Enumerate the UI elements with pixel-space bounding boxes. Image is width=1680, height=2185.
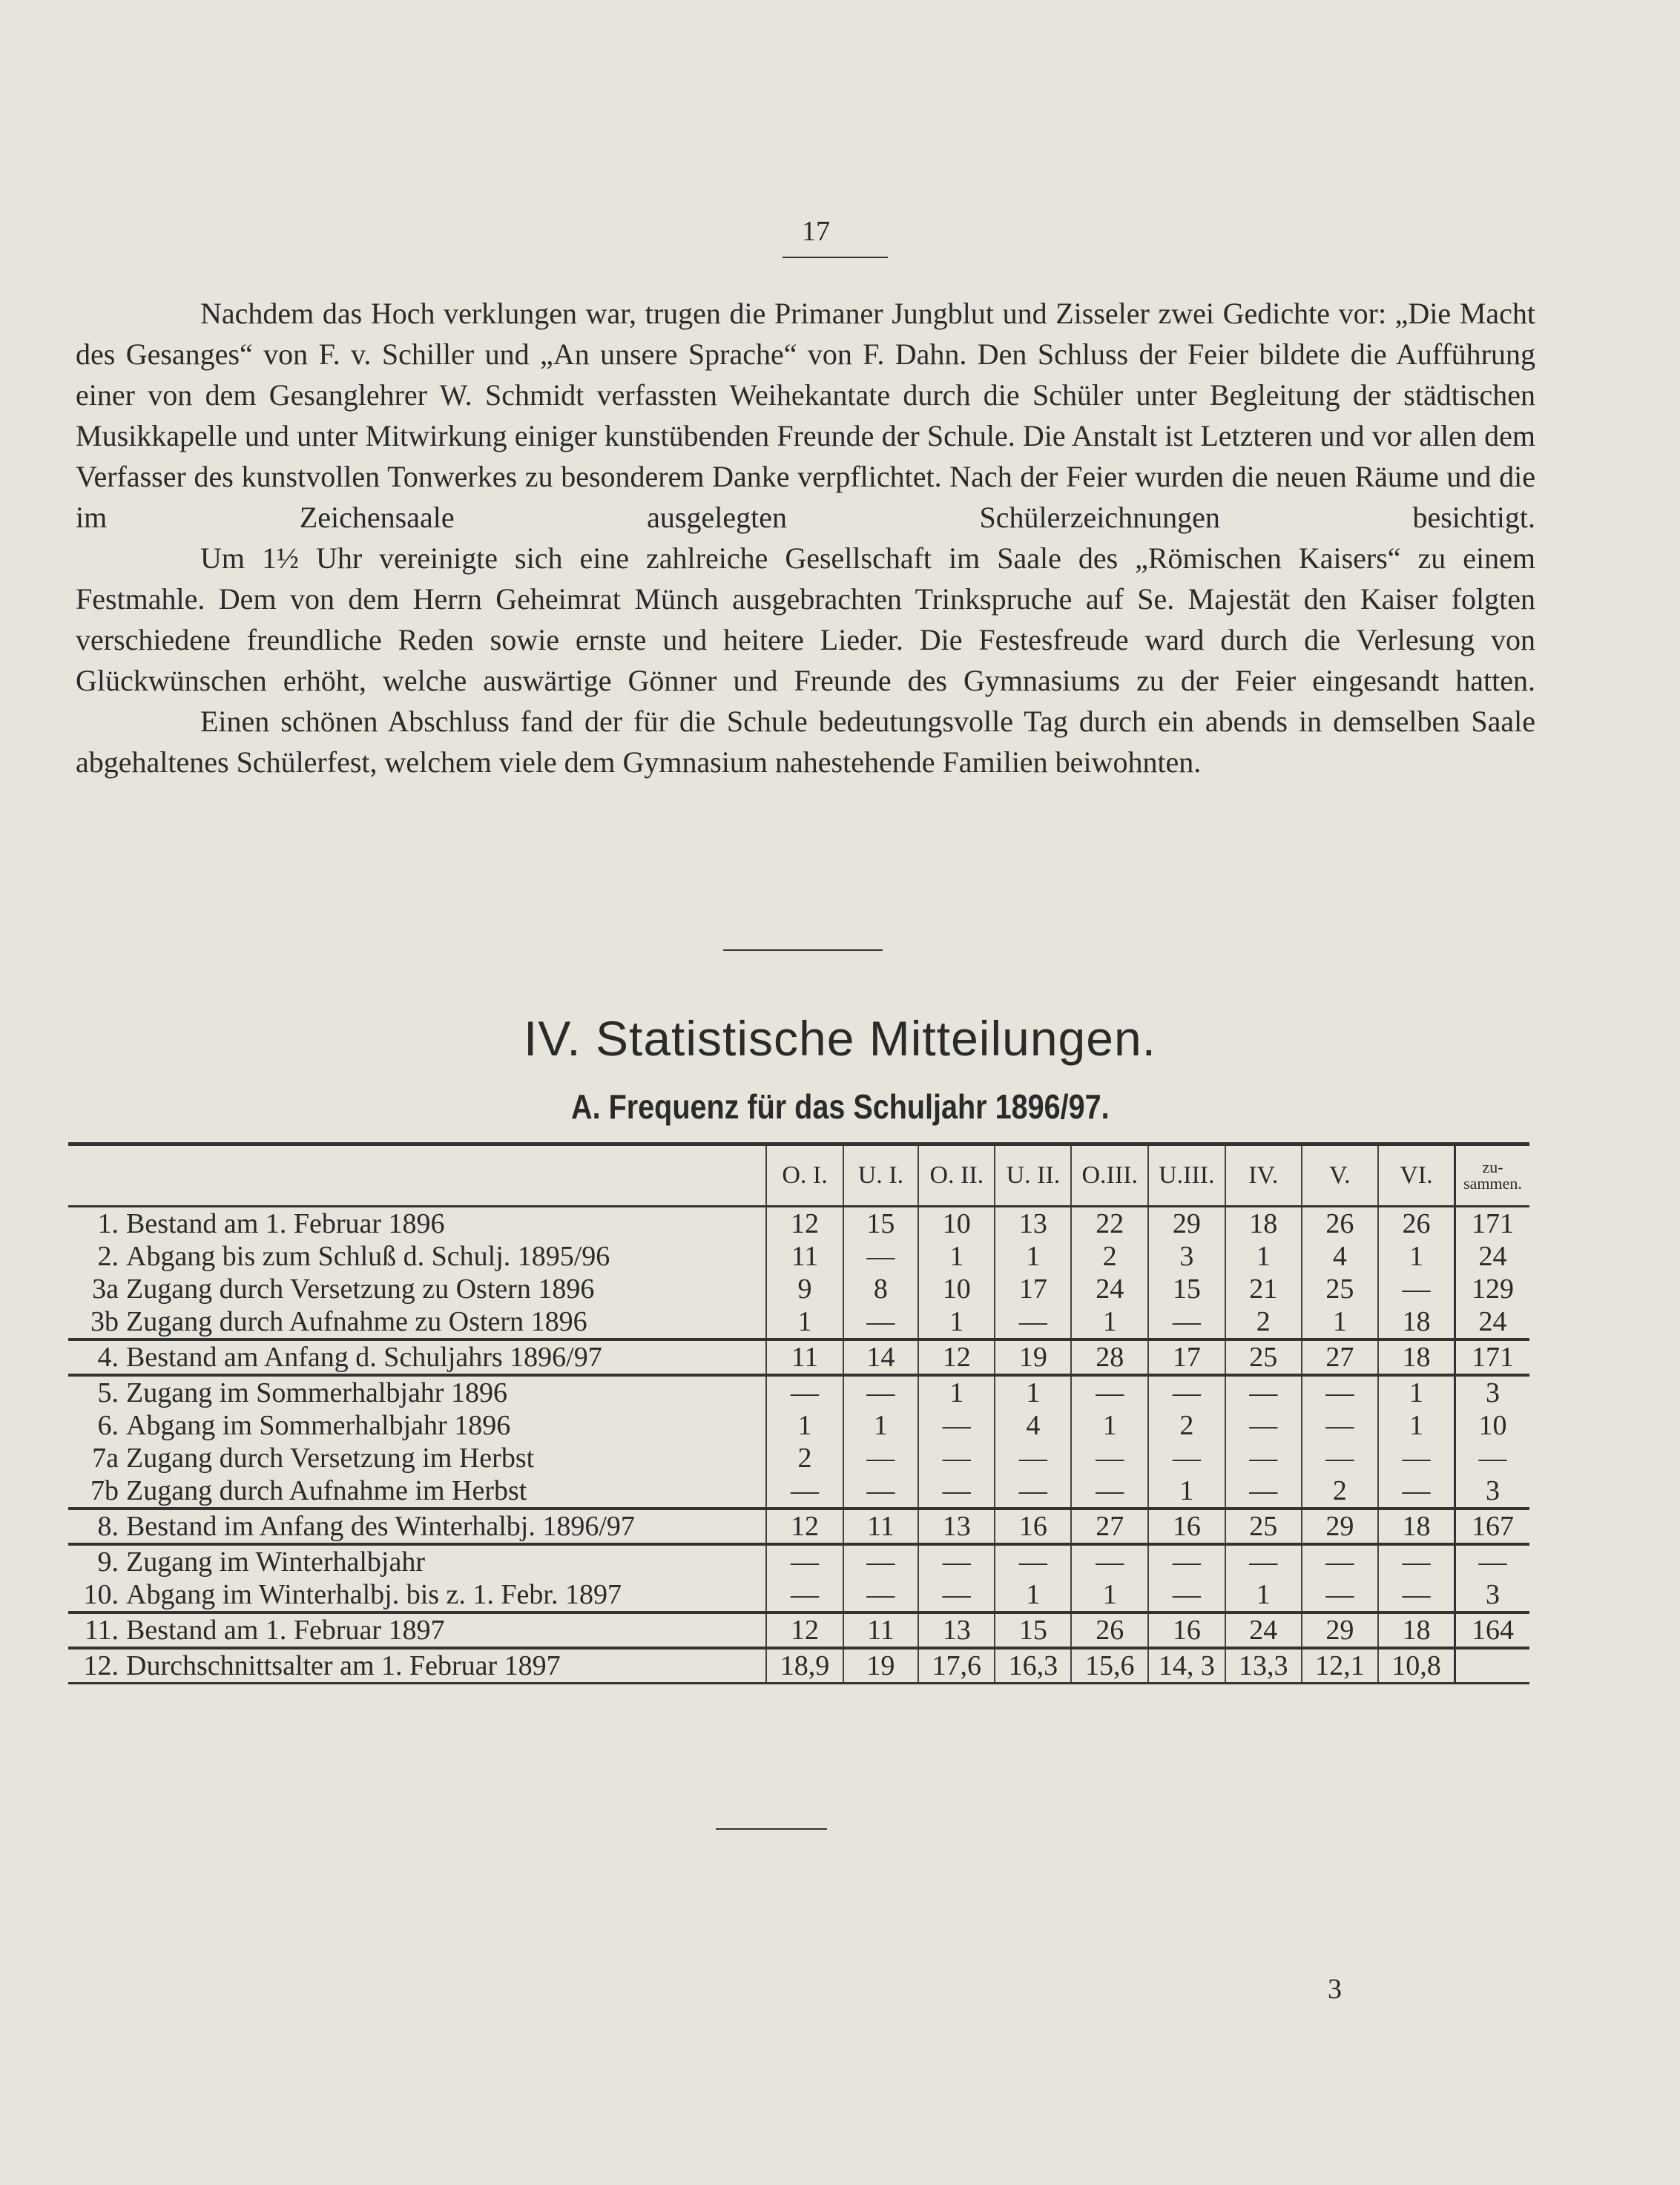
table-cell: 11 — [843, 1509, 919, 1544]
table-cell: 26 — [1302, 1207, 1378, 1241]
table-cell: 26 — [1378, 1207, 1455, 1241]
row-number: 7a — [92, 1443, 119, 1474]
table-row — [68, 1409, 1529, 1442]
row-label: Zugang im Winterhalbjahr — [126, 1546, 425, 1578]
table-cell-total: 171 — [1455, 1339, 1529, 1375]
table-row — [68, 1273, 1529, 1305]
table-cell: 3 — [1148, 1240, 1225, 1273]
table-cell: 1 — [1071, 1305, 1148, 1339]
table-cell: 24 — [1071, 1273, 1148, 1305]
row-number: 6. — [97, 1410, 119, 1441]
table-cell: — — [1302, 1578, 1378, 1612]
row-label-cell — [68, 1442, 766, 1474]
row-label-cell — [68, 1612, 766, 1648]
footer-number: 3 — [1328, 1974, 1342, 2005]
table-cell: 14, 3 — [1148, 1648, 1225, 1684]
table-cell: 4 — [1302, 1240, 1378, 1273]
table-cell: 27 — [1302, 1339, 1378, 1375]
row-label: Abgang im Winterhalbj. bis z. 1. Febr. 1897 — [126, 1579, 622, 1610]
row-number: 2. — [97, 1241, 119, 1272]
table-cell: — — [843, 1375, 919, 1409]
row-number: 12. — [83, 1650, 119, 1681]
table-cell: 2 — [1225, 1305, 1302, 1339]
table-cell-total: 24 — [1455, 1305, 1529, 1339]
table-cell: 18 — [1378, 1612, 1455, 1648]
table-cell: — — [1148, 1578, 1225, 1612]
table-cell: 13 — [995, 1207, 1071, 1241]
table-cell: 16 — [1148, 1509, 1225, 1544]
row-label-cell — [68, 1273, 766, 1305]
table-cell: 1 — [1071, 1409, 1148, 1442]
table-cell: — — [1225, 1474, 1302, 1509]
table-cell: 4 — [995, 1409, 1071, 1442]
table-cell: 29 — [1302, 1509, 1378, 1544]
row-label-cell — [68, 1240, 766, 1273]
table-cell: 1 — [918, 1375, 995, 1409]
table-cell: — — [766, 1578, 843, 1612]
table-cell: 11 — [766, 1339, 843, 1375]
row-label: Bestand am 1. Februar 1896 — [126, 1208, 445, 1239]
table-cell: 25 — [1225, 1509, 1302, 1544]
table-cell: — — [1071, 1375, 1148, 1409]
column-header: V. — [1302, 1144, 1378, 1207]
table-cell: 12 — [766, 1207, 843, 1241]
table-cell-total: 167 — [1455, 1509, 1529, 1544]
table-cell-total: 129 — [1455, 1273, 1529, 1305]
table-cell: — — [918, 1578, 995, 1612]
table-cell: 1 — [1225, 1578, 1302, 1612]
table-cell: 11 — [766, 1240, 843, 1273]
table-row — [68, 1612, 1529, 1648]
table-cell: — — [1302, 1409, 1378, 1442]
table-cell: 1 — [995, 1375, 1071, 1409]
table-cell: — — [843, 1442, 919, 1474]
table-cell: — — [1071, 1544, 1148, 1578]
table-row — [68, 1648, 1529, 1684]
row-label: Zugang im Sommerhalbjahr 1896 — [126, 1377, 507, 1408]
table-cell: 26 — [1071, 1612, 1148, 1648]
row-label-cell — [68, 1648, 766, 1684]
table-cell: 1 — [1148, 1474, 1225, 1509]
table-cell: 29 — [1302, 1612, 1378, 1648]
table-cell: — — [1148, 1305, 1225, 1339]
table-cell: 10,8 — [1378, 1648, 1455, 1684]
row-label: Bestand am Anfang d. Schuljahrs 1896/97 — [126, 1342, 602, 1373]
column-header: U. I. — [843, 1144, 919, 1207]
table-cell: 1 — [766, 1305, 843, 1339]
table-cell: — — [1148, 1442, 1225, 1474]
frequency-table — [68, 1142, 1529, 1684]
row-label-cell — [68, 1375, 766, 1409]
row-number: 10. — [83, 1579, 119, 1610]
table-row — [68, 1305, 1529, 1339]
table-cell: 1 — [918, 1305, 995, 1339]
column-header: O. I. — [766, 1144, 843, 1207]
column-header: U. II. — [995, 1144, 1071, 1207]
table-cell: 2 — [766, 1442, 843, 1474]
table-cell: — — [1378, 1442, 1455, 1474]
row-number: 7b — [90, 1475, 119, 1506]
table-row — [68, 1578, 1529, 1612]
table-cell: 18 — [1378, 1305, 1455, 1339]
table-row — [68, 1339, 1529, 1375]
table-cell: 19 — [995, 1339, 1071, 1375]
table-cell: 10 — [918, 1273, 995, 1305]
table-cell: 15 — [1148, 1273, 1225, 1305]
table-cell: 24 — [1225, 1612, 1302, 1648]
table-cell: 2 — [1148, 1409, 1225, 1442]
row-label: Zugang durch Versetzung im Herbst — [126, 1443, 535, 1474]
table-row — [68, 1509, 1529, 1544]
page-number: 17 — [802, 216, 830, 247]
table-cell: — — [766, 1474, 843, 1509]
table-cell: 15 — [995, 1612, 1071, 1648]
table-cell: 1 — [1378, 1375, 1455, 1409]
table-cell: 1 — [1378, 1409, 1455, 1442]
table-cell-total: 164 — [1455, 1612, 1529, 1648]
page-number-rule — [783, 257, 888, 258]
table-cell: — — [843, 1240, 919, 1273]
row-label-cell — [68, 1339, 766, 1375]
table-cell: — — [1225, 1375, 1302, 1409]
column-header: O.III. — [1071, 1144, 1148, 1207]
subsection-title — [0, 1087, 1680, 1127]
row-label-cell — [68, 1409, 766, 1442]
table-cell: 12 — [766, 1612, 843, 1648]
table-end-divider — [716, 1828, 827, 1830]
table-cell-total: 3 — [1455, 1375, 1529, 1409]
table-cell: 16 — [995, 1509, 1071, 1544]
table-body — [68, 1207, 1529, 1684]
table-cell: 1 — [995, 1240, 1071, 1273]
table-cell: — — [843, 1578, 919, 1612]
column-header: U.III. — [1148, 1144, 1225, 1207]
table-row — [68, 1442, 1529, 1474]
table-cell: 10 — [918, 1207, 995, 1241]
table-cell: 17 — [995, 1273, 1071, 1305]
table-cell-total — [1455, 1648, 1529, 1684]
table-cell: 21 — [1225, 1273, 1302, 1305]
table-cell-total: 3 — [1455, 1474, 1529, 1509]
table-cell: 1 — [1071, 1578, 1148, 1612]
table-cell: — — [995, 1442, 1071, 1474]
table-row — [68, 1474, 1529, 1509]
row-label: Abgang im Sommerhalbjahr 1896 — [126, 1410, 511, 1441]
table-cell: 1 — [843, 1409, 919, 1442]
section-divider — [723, 949, 883, 951]
table-cell: 18 — [1225, 1207, 1302, 1241]
table-cell: — — [1225, 1442, 1302, 1474]
table-cell: 15,6 — [1071, 1648, 1148, 1684]
table-cell: 17 — [1148, 1339, 1225, 1375]
table-cell: — — [918, 1474, 995, 1509]
table-cell: 12,1 — [1302, 1648, 1378, 1684]
paragraph-2: Um 1½ Uhr vereinigte sich eine zahlreiche Gesellschaft im Saale des „Römischen Kaisers“ zu einem Festmahle. Dem von dem Herrn Geheimrat Münch ausgebrachten Trinkspruche auf Se. Majestät den Kaiser folgten verschiedene freundliche Reden sowie ernste und heitere Lieder. Die Festesfreude ward durch die Verlesung von Glückwünschen erhöht, welche auswärtige Gönner und Freunde des Gymnasiums zu der Feier eingesandt hatten. — [76, 541, 1535, 697]
row-label-cell — [68, 1207, 766, 1241]
table-cell: — — [1302, 1544, 1378, 1578]
row-label-cell — [68, 1509, 766, 1544]
column-header-total: zu-sammen. — [1455, 1144, 1529, 1207]
table-cell: — — [1378, 1544, 1455, 1578]
table-cell: 16,3 — [995, 1648, 1071, 1684]
row-label-cell — [68, 1578, 766, 1612]
table-cell: — — [1225, 1544, 1302, 1578]
table-cell: — — [1148, 1544, 1225, 1578]
table-cell: 13 — [918, 1612, 995, 1648]
table-cell: 18 — [1378, 1509, 1455, 1544]
table-cell: 1 — [1225, 1240, 1302, 1273]
table-row — [68, 1544, 1529, 1578]
table-cell: — — [766, 1375, 843, 1409]
section-title: IV. Statistische Mitteilungen. — [523, 1011, 1156, 1066]
header-label-cell — [68, 1144, 766, 1207]
body-text — [76, 293, 1535, 782]
row-label: Zugang durch Versetzung zu Ostern 1896 — [126, 1273, 595, 1305]
column-header: O. II. — [918, 1144, 995, 1207]
table-cell: 9 — [766, 1273, 843, 1305]
table-cell: — — [1225, 1409, 1302, 1442]
column-header: VI. — [1378, 1144, 1455, 1207]
row-number: 3b — [90, 1306, 119, 1337]
row-number: 9. — [97, 1546, 119, 1578]
table-cell: 11 — [843, 1612, 919, 1648]
table-cell: — — [918, 1442, 995, 1474]
table-cell-total: — — [1455, 1442, 1529, 1474]
table-cell: 1 — [918, 1240, 995, 1273]
table-cell: 28 — [1071, 1339, 1148, 1375]
table-cell: 25 — [1225, 1339, 1302, 1375]
row-number: 8. — [97, 1511, 119, 1542]
table-cell: — — [995, 1474, 1071, 1509]
table-cell: — — [1378, 1578, 1455, 1612]
row-number: 1. — [97, 1208, 119, 1239]
table-cell: — — [843, 1474, 919, 1509]
table-cell: 8 — [843, 1273, 919, 1305]
row-number: 4. — [97, 1342, 119, 1373]
table-cell: 2 — [1302, 1474, 1378, 1509]
paragraph-3: Einen schönen Abschluss fand der für die Schule bedeutungsvolle Tag durch ein abends in demselben Saale abgehaltenes Schülerfest, welchem viele dem Gymnasium nahestehende Familien beiwohnten. — [76, 705, 1535, 779]
row-number: 3a — [92, 1273, 119, 1305]
column-header: IV. — [1225, 1144, 1302, 1207]
row-label-cell — [68, 1474, 766, 1509]
table-cell: 1 — [766, 1409, 843, 1442]
row-label: Zugang durch Aufnahme im Herbst — [126, 1475, 527, 1506]
table-cell: 22 — [1071, 1207, 1148, 1241]
table-cell: — — [843, 1544, 919, 1578]
table-cell-total: 171 — [1455, 1207, 1529, 1241]
table-cell: — — [1378, 1474, 1455, 1509]
table-header-row — [68, 1144, 1529, 1207]
table-cell: 18,9 — [766, 1648, 843, 1684]
table-cell: 12 — [918, 1339, 995, 1375]
table-cell: 27 — [1071, 1509, 1148, 1544]
row-label-cell — [68, 1544, 766, 1578]
table-cell: 15 — [843, 1207, 919, 1241]
table-cell: 1 — [1302, 1305, 1378, 1339]
table-cell: — — [1148, 1375, 1225, 1409]
row-label: Zugang durch Aufnahme zu Ostern 1896 — [126, 1306, 587, 1337]
row-label: Bestand im Anfang des Winterhalbj. 1896/97 — [126, 1511, 635, 1542]
table-cell: — — [1071, 1442, 1148, 1474]
row-label: Abgang bis zum Schluß d. Schulj. 1895/96 — [126, 1241, 610, 1272]
table-cell: 13 — [918, 1509, 995, 1544]
table-cell: 13,3 — [1225, 1648, 1302, 1684]
table-cell: 16 — [1148, 1612, 1225, 1648]
table-cell-total: — — [1455, 1544, 1529, 1578]
table-cell: — — [918, 1544, 995, 1578]
table-row — [68, 1375, 1529, 1409]
table-cell: — — [1302, 1442, 1378, 1474]
table-cell: 1 — [995, 1578, 1071, 1612]
table-cell: 12 — [766, 1509, 843, 1544]
table-cell: — — [918, 1409, 995, 1442]
table-cell: — — [1378, 1273, 1455, 1305]
table-cell: 2 — [1071, 1240, 1148, 1273]
table-cell-total: 3 — [1455, 1578, 1529, 1612]
table-cell: 29 — [1148, 1207, 1225, 1241]
table-cell: — — [1302, 1375, 1378, 1409]
table-cell: — — [995, 1544, 1071, 1578]
row-label-cell — [68, 1305, 766, 1339]
table-cell: — — [843, 1305, 919, 1339]
table-row — [68, 1207, 1529, 1241]
table-cell: 14 — [843, 1339, 919, 1375]
table-cell: — — [1071, 1474, 1148, 1509]
table-cell: — — [995, 1305, 1071, 1339]
row-number: 5. — [97, 1377, 119, 1408]
subsection-title-text: A. Frequenz für das Schuljahr 1896/97. — [570, 1087, 1110, 1126]
row-label: Durchschnittsalter am 1. Februar 1897 — [126, 1650, 561, 1681]
table-cell: 1 — [1378, 1240, 1455, 1273]
table-cell: 19 — [843, 1648, 919, 1684]
table-cell-total: 24 — [1455, 1240, 1529, 1273]
table-cell-total: 10 — [1455, 1409, 1529, 1442]
table-cell: 18 — [1378, 1339, 1455, 1375]
table-row — [68, 1240, 1529, 1273]
table-cell: 17,6 — [918, 1648, 995, 1684]
row-number: 11. — [84, 1615, 119, 1646]
table-cell: 25 — [1302, 1273, 1378, 1305]
paragraph-1: Nachdem das Hoch verklungen war, trugen die Primaner Jungblut und Zisseler zwei Gedichte vor: „Die Macht des Gesanges“ von F. v. Schiller und „An unsere Sprache“ von F. Dahn. Den Schluss der Feier bildete die Aufführung einer von dem Gesanglehrer W. Schmidt verfassten Weihekantate durch die Schüler unter Begleitung der städtischen Musikkapelle und unter Mitwirkung einiger kunstübenden Freunde der Schule. Die Anstalt ist Letzteren und vor allen dem Verfasser des kunstvollen Tonwerkes zu besonderem Danke verpflichtet. Nach der Feier wurden die neuen Räume und die im Zeichensaale ausgelegten Schülerzeichnungen besichtigt. — [76, 297, 1535, 534]
row-label: Bestand am 1. Februar 1897 — [126, 1615, 445, 1646]
table-cell: — — [766, 1544, 843, 1578]
